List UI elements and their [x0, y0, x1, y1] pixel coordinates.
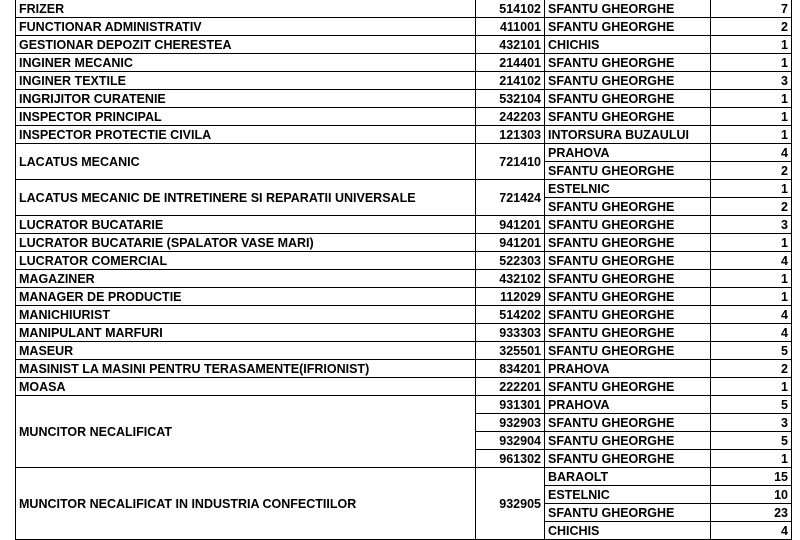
job-title-cell: MOASA: [16, 378, 476, 396]
location-cell: SFANTU GHEORGHE: [545, 198, 711, 216]
job-title-cell: LUCRATOR BUCATARIE (SPALATOR VASE MARI): [16, 234, 476, 252]
location-cell: SFANTU GHEORGHE: [545, 414, 711, 432]
job-title-cell: MASINIST LA MASINI PENTRU TERASAMENTE(IFRIONIST): [16, 360, 476, 378]
vacancy-count-cell: 15: [711, 468, 792, 486]
table-row: [16, 288, 792, 306]
job-title-cell: LUCRATOR COMERCIAL: [16, 252, 476, 270]
location-cell: SFANTU GHEORGHE: [545, 54, 711, 72]
vacancy-count-cell: 4: [711, 252, 792, 270]
location-cell: SFANTU GHEORGHE: [545, 378, 711, 396]
location-cell: SFANTU GHEORGHE: [545, 306, 711, 324]
job-title-cell: MUNCITOR NECALIFICAT: [16, 396, 476, 468]
table-body: [16, 0, 792, 540]
vacancy-count-cell: 1: [711, 288, 792, 306]
cor-code-cell: 941201: [476, 216, 545, 234]
location-cell: SFANTU GHEORGHE: [545, 162, 711, 180]
location-cell: SFANTU GHEORGHE: [545, 108, 711, 126]
vacancy-count-cell: 5: [711, 342, 792, 360]
table-row: [16, 306, 792, 324]
table-row: [16, 324, 792, 342]
location-cell: PRAHOVA: [545, 396, 711, 414]
table-row: [16, 270, 792, 288]
cor-code-cell: 222201: [476, 378, 545, 396]
table-row: [16, 378, 792, 396]
table-row: [16, 360, 792, 378]
cor-code-cell: 432102: [476, 270, 545, 288]
vacancy-count-cell: 3: [711, 216, 792, 234]
cor-code-cell: 532104: [476, 90, 545, 108]
table-row: [16, 126, 792, 144]
job-title-cell: INSPECTOR PRINCIPAL: [16, 108, 476, 126]
cor-code-cell: 325501: [476, 342, 545, 360]
job-title-cell: MAGAZINER: [16, 270, 476, 288]
location-cell: SFANTU GHEORGHE: [545, 72, 711, 90]
location-cell: SFANTU GHEORGHE: [545, 252, 711, 270]
table-row: [16, 234, 792, 252]
cor-code-cell: 514202: [476, 306, 545, 324]
cor-code-cell: 411001: [476, 18, 545, 36]
cor-code-cell: 933303: [476, 324, 545, 342]
location-cell: ESTELNIC: [545, 180, 711, 198]
cor-code-cell: 214401: [476, 54, 545, 72]
vacancy-count-cell: 3: [711, 72, 792, 90]
vacancy-count-cell: 4: [711, 306, 792, 324]
cor-code-cell: 721410: [476, 144, 545, 180]
location-cell: CHICHIS: [545, 36, 711, 54]
job-title-cell: MASEUR: [16, 342, 476, 360]
location-cell: SFANTU GHEORGHE: [545, 270, 711, 288]
vacancy-count-cell: 4: [711, 522, 792, 540]
location-cell: SFANTU GHEORGHE: [545, 18, 711, 36]
cor-code-cell: 931301: [476, 396, 545, 414]
vacancy-count-cell: 2: [711, 162, 792, 180]
cor-code-cell: 721424: [476, 180, 545, 216]
cor-code-cell: 834201: [476, 360, 545, 378]
location-cell: SFANTU GHEORGHE: [545, 504, 711, 522]
vacancy-count-cell: 2: [711, 18, 792, 36]
job-title-cell: MANICHIURIST: [16, 306, 476, 324]
table-row: [16, 180, 792, 198]
vacancy-count-cell: 1: [711, 126, 792, 144]
location-cell: SFANTU GHEORGHE: [545, 234, 711, 252]
table-row: [16, 18, 792, 36]
vacancy-count-cell: 10: [711, 486, 792, 504]
cor-code-cell: 112029: [476, 288, 545, 306]
location-cell: SFANTU GHEORGHE: [545, 216, 711, 234]
vacancy-count-cell: 3: [711, 414, 792, 432]
table-row: [16, 342, 792, 360]
job-title-cell: INGINER MECANIC: [16, 54, 476, 72]
vacancy-count-cell: 23: [711, 504, 792, 522]
table-row: [16, 90, 792, 108]
vacancy-count-cell: 4: [711, 144, 792, 162]
table-row: [16, 468, 792, 486]
cor-code-cell: 961302: [476, 450, 545, 468]
table-row: [16, 108, 792, 126]
location-cell: SFANTU GHEORGHE: [545, 90, 711, 108]
vacancy-count-cell: 1: [711, 180, 792, 198]
vacancy-count-cell: 1: [711, 234, 792, 252]
job-title-cell: LACATUS MECANIC: [16, 144, 476, 180]
job-title-cell: FUNCTIONAR ADMINISTRATIV: [16, 18, 476, 36]
vacancy-count-cell: 1: [711, 54, 792, 72]
job-title-cell: LACATUS MECANIC DE INTRETINERE SI REPARATII UNIVERSALE: [16, 180, 476, 216]
vacancy-count-cell: 2: [711, 198, 792, 216]
vacancy-count-cell: 4: [711, 324, 792, 342]
job-title-cell: INGRIJITOR CURATENIE: [16, 90, 476, 108]
location-cell: BARAOLT: [545, 468, 711, 486]
cor-code-cell: 514102: [476, 0, 545, 18]
table-row: [16, 216, 792, 234]
job-title-cell: MANAGER DE PRODUCTIE: [16, 288, 476, 306]
location-cell: SFANTU GHEORGHE: [545, 0, 711, 18]
table-row: [16, 252, 792, 270]
vacancy-count-cell: 1: [711, 108, 792, 126]
location-cell: SFANTU GHEORGHE: [545, 288, 711, 306]
vacancy-count-cell: 1: [711, 36, 792, 54]
vacancy-count-cell: 1: [711, 378, 792, 396]
vacancy-count-cell: 1: [711, 270, 792, 288]
vacancy-count-cell: 7: [711, 0, 792, 18]
cor-code-cell: 432101: [476, 36, 545, 54]
job-title-cell: INGINER TEXTILE: [16, 72, 476, 90]
location-cell: SFANTU GHEORGHE: [545, 324, 711, 342]
cor-code-cell: 932903: [476, 414, 545, 432]
location-cell: ESTELNIC: [545, 486, 711, 504]
cor-code-cell: 522303: [476, 252, 545, 270]
location-cell: PRAHOVA: [545, 144, 711, 162]
job-title-cell: GESTIONAR DEPOZIT CHERESTEA: [16, 36, 476, 54]
vacancy-count-cell: 1: [711, 450, 792, 468]
cor-code-cell: 242203: [476, 108, 545, 126]
vacancy-count-cell: 2: [711, 360, 792, 378]
location-cell: CHICHIS: [545, 522, 711, 540]
vacancy-count-cell: 5: [711, 432, 792, 450]
location-cell: SFANTU GHEORGHE: [545, 432, 711, 450]
location-cell: SFANTU GHEORGHE: [545, 342, 711, 360]
vacancy-count-cell: 1: [711, 90, 792, 108]
location-cell: SFANTU GHEORGHE: [545, 450, 711, 468]
location-cell: INTORSURA BUZAULUI: [545, 126, 711, 144]
job-title-cell: LUCRATOR BUCATARIE: [16, 216, 476, 234]
vacancy-count-cell: 5: [711, 396, 792, 414]
job-vacancy-table: [15, 0, 792, 540]
job-title-cell: INSPECTOR PROTECTIE CIVILA: [16, 126, 476, 144]
cor-code-cell: 941201: [476, 234, 545, 252]
cor-code-cell: 932905: [476, 468, 545, 540]
cor-code-cell: 214102: [476, 72, 545, 90]
table-row: [16, 54, 792, 72]
job-title-cell: MUNCITOR NECALIFICAT IN INDUSTRIA CONFECTIILOR: [16, 468, 476, 540]
cor-code-cell: 932904: [476, 432, 545, 450]
table-row: [16, 144, 792, 162]
table-row: [16, 72, 792, 90]
job-title-cell: FRIZER: [16, 0, 476, 18]
location-cell: PRAHOVA: [545, 360, 711, 378]
job-title-cell: MANIPULANT MARFURI: [16, 324, 476, 342]
table-row: [16, 396, 792, 414]
cor-code-cell: 121303: [476, 126, 545, 144]
table-row: [16, 0, 792, 18]
table-row: [16, 36, 792, 54]
